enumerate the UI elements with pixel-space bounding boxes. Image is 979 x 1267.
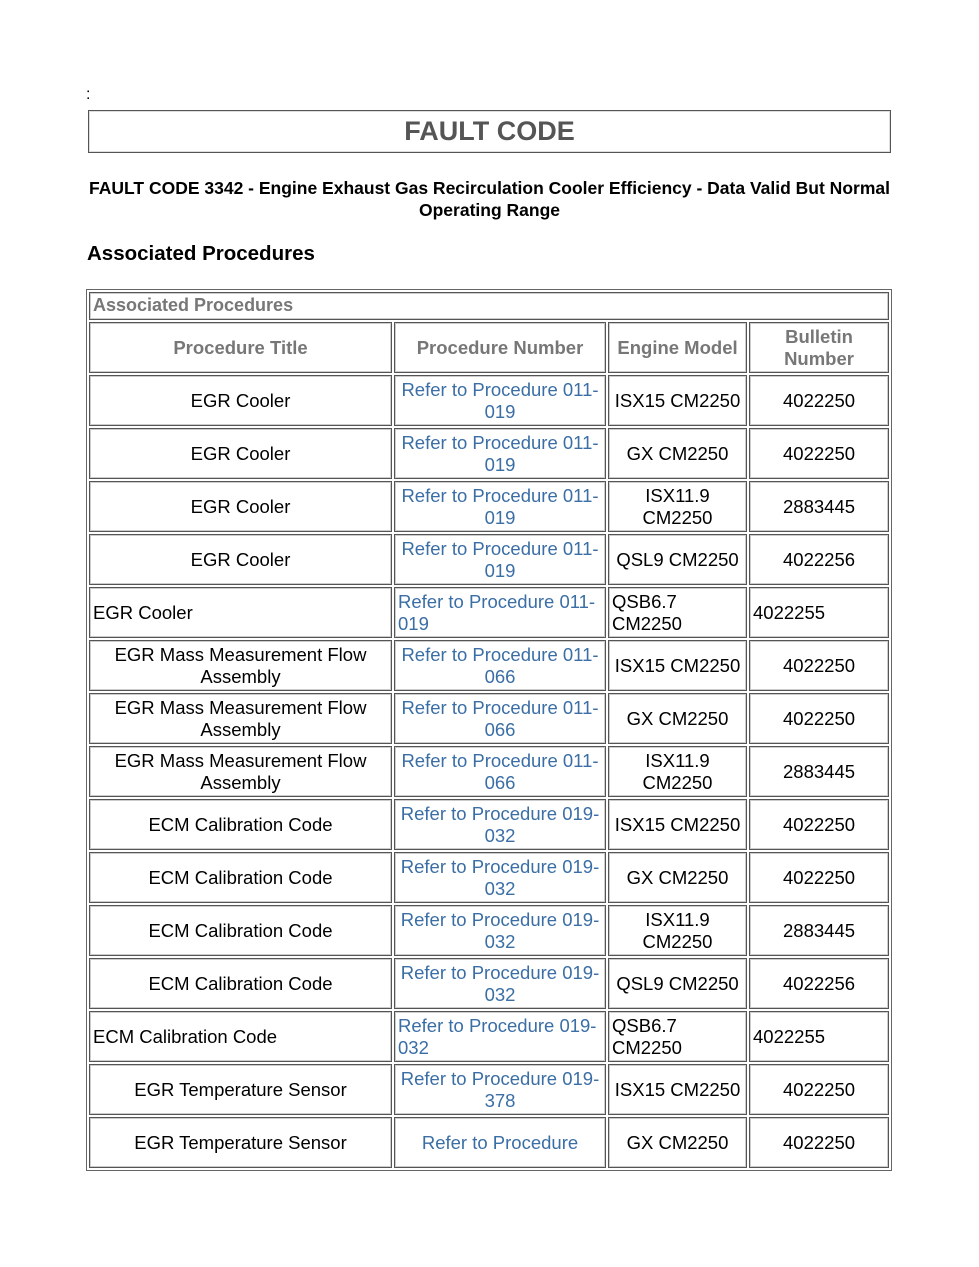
engine-model-cell-wrap [608, 958, 747, 1009]
table-row [89, 693, 889, 744]
engine-model-cell-wrap [608, 746, 747, 797]
bulletin-number-cell-wrap [749, 587, 889, 638]
table-row [89, 428, 889, 479]
bulletin-number-cell-wrap [749, 746, 889, 797]
engine-model-cell: ISX15 CM2250 [614, 1078, 741, 1100]
engine-model-cell-wrap [608, 1011, 747, 1062]
procedure-title-cell-wrap [89, 799, 392, 850]
engine-model-cell-wrap [608, 587, 747, 638]
bulletin-number-cell-wrap [749, 693, 889, 744]
procedure-title-cell-wrap [89, 640, 392, 691]
procedure-link-wrap [394, 1011, 606, 1062]
procedure-title-cell: EGR Cooler [190, 495, 291, 517]
bulletin-number-cell-wrap [749, 1064, 889, 1115]
bulletin-number-cell-wrap [749, 852, 889, 903]
procedure-link-wrap [394, 905, 606, 956]
bulletin-number-cell: 4022250 [783, 389, 856, 411]
table-row [89, 958, 889, 1009]
table-row [89, 534, 889, 585]
procedure-link-wrap [394, 746, 606, 797]
procedure-title-cell: EGR Cooler [93, 601, 193, 623]
header-procedure-number: Procedure Number [394, 322, 606, 373]
engine-model-cell-wrap [608, 905, 747, 956]
procedure-title-cell-wrap [89, 481, 392, 532]
table-row [89, 1117, 889, 1168]
engine-model-cell: ISX15 CM2250 [614, 813, 741, 835]
procedure-link-wrap [394, 1064, 606, 1115]
procedure-link[interactable]: Refer to Procedure 011-019 [401, 485, 599, 528]
table-row [89, 375, 889, 426]
engine-model-cell-wrap [608, 693, 747, 744]
procedure-link-wrap [394, 640, 606, 691]
bulletin-number-cell: 4022256 [783, 972, 856, 994]
engine-model-cell-wrap [608, 481, 747, 532]
bulletin-number-cell: 4022255 [753, 601, 826, 623]
procedure-link-wrap [394, 852, 606, 903]
procedure-title-cell: EGR Temperature Sensor [134, 1078, 347, 1100]
engine-model-cell: QSL9 CM2250 [616, 972, 739, 994]
table-row [89, 905, 889, 956]
procedure-title-cell: EGR Cooler [190, 548, 291, 570]
engine-model-cell-wrap [608, 852, 747, 903]
fault-code-title-box [88, 110, 891, 153]
table-row [89, 1064, 889, 1115]
procedure-title-cell: EGR Temperature Sensor [134, 1131, 347, 1153]
table-row [89, 640, 889, 691]
procedure-link[interactable]: Refer to Procedure 011-066 [401, 750, 599, 793]
procedure-title-cell-wrap [89, 1117, 392, 1168]
procedure-link-wrap [394, 799, 606, 850]
procedure-link[interactable]: Refer to Procedure 011-066 [401, 644, 599, 687]
procedure-link[interactable]: Refer to Procedure 011-019 [401, 432, 599, 475]
engine-model-cell: GX CM2250 [626, 866, 729, 888]
table-row [89, 1011, 889, 1062]
procedure-title-cell-wrap [89, 534, 392, 585]
table-row [89, 746, 889, 797]
procedure-title-cell-wrap [89, 1064, 392, 1115]
engine-model-cell: ISX11.9 CM2250 [642, 485, 713, 528]
procedure-title-cell-wrap [89, 587, 392, 638]
bulletin-number-cell: 4022255 [753, 1025, 826, 1047]
procedure-title-cell-wrap [89, 693, 392, 744]
bulletin-number-cell-wrap [749, 375, 889, 426]
bulletin-number-cell: 2883445 [783, 919, 856, 941]
bulletin-number-cell: 4022250 [783, 813, 856, 835]
engine-model-cell-wrap [608, 1064, 747, 1115]
procedure-link-wrap [394, 958, 606, 1009]
section-heading: Associated Procedures [87, 242, 315, 265]
bulletin-number-cell: 4022250 [783, 1078, 856, 1100]
procedure-title-cell: EGR Mass Measurement Flow Assembly [114, 644, 367, 687]
engine-model-cell: ISX11.9 CM2250 [642, 750, 713, 793]
bulletin-number-cell-wrap [749, 958, 889, 1009]
bulletin-number-cell-wrap [749, 799, 889, 850]
engine-model-cell: ISX11.9 CM2250 [642, 909, 713, 952]
header-engine-model: Engine Model [608, 322, 747, 373]
procedure-link[interactable]: Refer to Procedure 011-019 [401, 538, 599, 581]
bulletin-number-cell: 4022250 [783, 442, 856, 464]
procedure-link-wrap [394, 693, 606, 744]
engine-model-cell-wrap [608, 428, 747, 479]
procedure-title-cell: ECM Calibration Code [148, 866, 333, 888]
engine-model-cell-wrap [608, 375, 747, 426]
procedure-title-cell: ECM Calibration Code [93, 1025, 278, 1047]
fault-description: FAULT CODE 3342 - Engine Exhaust Gas Recirculation Cooler Efficiency - Data Valid But Normal Operating Range [89, 178, 890, 220]
bulletin-number-cell: 4022250 [783, 866, 856, 888]
procedure-link-wrap [394, 587, 606, 638]
procedure-link-wrap [394, 534, 606, 585]
bulletin-number-cell-wrap [749, 481, 889, 532]
page-title: FAULT CODE [404, 116, 575, 146]
engine-model-cell-wrap [608, 799, 747, 850]
procedure-title-cell-wrap [89, 905, 392, 956]
procedure-title-cell-wrap [89, 852, 392, 903]
procedure-link[interactable]: Refer to Procedure 019-032 [398, 1015, 597, 1058]
engine-model-cell: GX CM2250 [626, 442, 729, 464]
procedure-link[interactable]: Refer to Procedure 019-032 [400, 909, 600, 952]
bulletin-number-cell: 4022250 [783, 1131, 856, 1153]
engine-model-cell: GX CM2250 [626, 1131, 729, 1153]
table-caption: Associated Procedures [89, 292, 889, 320]
table-row [89, 799, 889, 850]
engine-model-cell: ISX15 CM2250 [614, 654, 741, 676]
header-bulletin-number: Bulletin Number [749, 322, 889, 373]
leading-colon: : [86, 86, 91, 103]
procedure-link[interactable]: Refer to Procedure 019-378 [400, 1068, 600, 1111]
procedure-title-cell-wrap [89, 1011, 392, 1062]
bulletin-number-cell-wrap [749, 1011, 889, 1062]
engine-model-cell: QSL9 CM2250 [616, 548, 739, 570]
table-row [89, 587, 889, 638]
procedure-link[interactable]: Refer to Procedure 019-032 [400, 856, 600, 899]
procedure-link[interactable]: Refer to Procedure 011-066 [401, 697, 599, 740]
bulletin-number-cell: 4022250 [783, 654, 856, 676]
procedure-title-cell: ECM Calibration Code [148, 813, 333, 835]
procedure-link[interactable]: Refer to Procedure 011-019 [398, 591, 596, 634]
procedure-title-cell: ECM Calibration Code [148, 972, 333, 994]
bulletin-number-cell-wrap [749, 640, 889, 691]
procedure-title-cell: EGR Mass Measurement Flow Assembly [114, 697, 367, 740]
procedures-table-container [86, 289, 892, 1178]
table-caption-row [89, 292, 889, 320]
header-procedure-title: Procedure Title [89, 322, 392, 373]
procedure-link[interactable]: Refer to Procedure [421, 1131, 579, 1153]
procedure-link-wrap [394, 428, 606, 479]
table-header-row [89, 322, 889, 373]
procedure-title-cell-wrap [89, 958, 392, 1009]
table-row [89, 481, 889, 532]
procedure-title-cell: EGR Cooler [190, 442, 291, 464]
procedure-link-wrap [394, 481, 606, 532]
engine-model-cell: QSB6.7 CM2250 [612, 1015, 682, 1058]
procedure-title-cell-wrap [89, 375, 392, 426]
engine-model-cell: ISX15 CM2250 [614, 389, 741, 411]
engine-model-cell-wrap [608, 1117, 747, 1168]
engine-model-cell-wrap [608, 640, 747, 691]
engine-model-cell: GX CM2250 [626, 707, 729, 729]
procedure-title-cell: ECM Calibration Code [148, 919, 333, 941]
procedure-link-wrap [394, 1117, 606, 1168]
procedure-link-wrap [394, 375, 606, 426]
procedure-title-cell-wrap [89, 746, 392, 797]
bulletin-number-cell: 4022256 [783, 548, 856, 570]
engine-model-cell: QSB6.7 CM2250 [612, 591, 682, 634]
bulletin-number-cell-wrap [749, 1117, 889, 1168]
procedure-title-cell-wrap [89, 428, 392, 479]
bulletin-number-cell-wrap [749, 428, 889, 479]
procedure-title-cell: EGR Mass Measurement Flow Assembly [114, 750, 367, 793]
procedure-title-cell: EGR Cooler [190, 389, 291, 411]
bulletin-number-cell-wrap [749, 905, 889, 956]
table-row [89, 852, 889, 903]
bulletin-number-cell: 2883445 [783, 760, 856, 782]
engine-model-cell-wrap [608, 534, 747, 585]
procedure-link[interactable]: Refer to Procedure 019-032 [400, 962, 600, 1005]
bulletin-number-cell-wrap [749, 534, 889, 585]
procedure-link[interactable]: Refer to Procedure 019-032 [400, 803, 600, 846]
bulletin-number-cell: 4022250 [783, 707, 856, 729]
procedure-link[interactable]: Refer to Procedure 011-019 [401, 379, 599, 422]
bulletin-number-cell: 2883445 [783, 495, 856, 517]
associated-procedures-table [86, 289, 892, 1171]
